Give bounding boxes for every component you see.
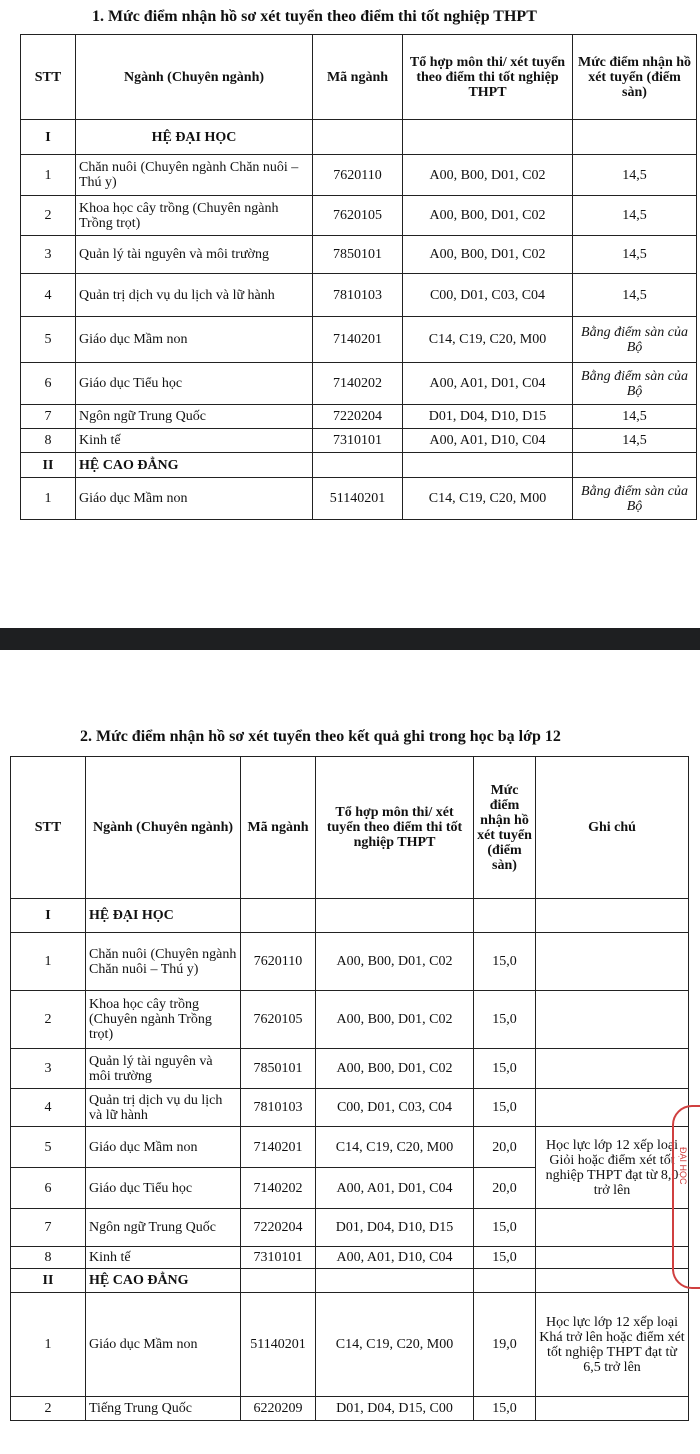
note-cell: Học lực lớp 12 xếp loại Giỏi hoặc điểm xét tốt nghiệp THPT đạt từ 8,0 trở lên — [536, 1127, 689, 1209]
seal-text: ĐẠI HỌC — [678, 1147, 688, 1185]
table-row: 1 Chăn nuôi (Chuyên ngành Chăn nuôi – Thú y) 7620110 A00, B00, D01, C02 15,0 — [11, 933, 689, 991]
group-stt: I — [21, 120, 76, 155]
table-row: 5 Giáo dục Mầm non 7140201 C14, C19, C20, M00 20,0 Học lực lớp 12 xếp loại Giỏi hoặc điểm xét tốt nghiệp THPT đạt từ 8,0 trở lên — [11, 1127, 689, 1168]
table-row: 2 Khoa học cây trồng (Chuyên ngành Trồng trọt) 7620105 A00, B00, D01, C02 15,0 — [11, 991, 689, 1049]
table-row: 7 Ngôn ngữ Trung Quốc 7220204 D01, D04, D10, D15 15,0 — [11, 1209, 689, 1247]
table-row: 1 Giáo dục Mầm non 51140201 C14, C19, C20, M00 Bằng điểm sàn của Bộ — [21, 478, 697, 520]
header-tohop: Tổ hợp môn thi/ xét tuyển theo điểm thi tốt nghiệp THPT — [316, 757, 474, 899]
table-1 — [20, 34, 697, 520]
group-row: II HỆ CAO ĐẲNG — [11, 1269, 689, 1293]
group-row: II HỆ CAO ĐẲNG — [21, 453, 697, 478]
header-muc: Mức điểm nhận hồ xét tuyển (điểm sàn) — [573, 35, 697, 120]
seal-stamp — [672, 1105, 700, 1289]
table-row: 2 Khoa học cây trồng (Chuyên ngành Trồng trọt) 7620105 A00, B00, D01, C02 14,5 — [21, 196, 697, 236]
group-name: HỆ ĐẠI HỌC — [76, 120, 313, 155]
table-row: 4 Quản trị dịch vụ du lịch và lữ hành 7810103 C00, D01, C03, C04 15,0 — [11, 1089, 689, 1127]
section-1-title: 1. Mức điểm nhận hồ sơ xét tuyển theo điểm thi tốt nghiệp THPT — [92, 8, 537, 25]
table-2-header — [11, 757, 689, 899]
table-row: 8 Kinh tế 7310101 A00, A01, D10, C04 14,5 — [21, 429, 697, 453]
header-ma: Mã ngành — [313, 35, 403, 120]
table-row: 1 Chăn nuôi (Chuyên ngành Chăn nuôi – Thú y) 7620110 A00, B00, D01, C02 14,5 — [21, 155, 697, 196]
header-ma: Mã ngành — [241, 757, 316, 899]
table-row: 1 Giáo dục Mầm non 51140201 C14, C19, C20, M00 19,0 Học lực lớp 12 xếp loại Khá trở lên hoặc điểm xét tốt nghiệp THPT đạt từ 6,5 trở lên — [11, 1293, 689, 1397]
table-row: 4 Quản trị dịch vụ du lịch và lữ hành 7810103 C00, D01, C03, C04 14,5 — [21, 274, 697, 317]
group-row — [21, 120, 697, 155]
table-row: 3 Quản lý tài nguyên và môi trường 7850101 A00, B00, D01, C02 14,5 — [21, 236, 697, 274]
table-row: 5 Giáo dục Mầm non 7140201 C14, C19, C20, M00 Bằng điểm sàn của Bộ — [21, 317, 697, 363]
table-row: 3 Quản lý tài nguyên và môi trường 7850101 A00, B00, D01, C02 15,0 — [11, 1049, 689, 1089]
table-2 — [10, 756, 689, 1421]
table-row: 6 Giáo dục Tiểu học 7140202 A00, A01, D01, C04 20,0 — [11, 1168, 689, 1209]
header-stt: STT — [21, 35, 76, 120]
table-row: 7 Ngôn ngữ Trung Quốc 7220204 D01, D04, D10, D15 14,5 — [21, 405, 697, 429]
header-nganh: Ngành (Chuyên ngành) — [76, 35, 313, 120]
page-separator — [0, 628, 700, 650]
table-row: 8 Kinh tế 7310101 A00, A01, D10, C04 15,0 — [11, 1247, 689, 1269]
header-tohop: Tổ hợp môn thi/ xét tuyển theo điểm thi tốt nghiệp THPT — [403, 35, 573, 120]
table-row: 2 Tiếng Trung Quốc 6220209 D01, D04, D15, C00 15,0 — [11, 1397, 689, 1421]
header-nganh: Ngành (Chuyên ngành) — [86, 757, 241, 899]
header-stt: STT — [11, 757, 86, 899]
header-muc: Mức điểm nhận hồ xét tuyển (điểm sàn) — [474, 757, 536, 899]
group-row: I HỆ ĐẠI HỌC — [11, 899, 689, 933]
table-1-header — [21, 35, 697, 120]
table-row: 6 Giáo dục Tiểu học 7140202 A00, A01, D01, C04 Bằng điểm sàn của Bộ — [21, 363, 697, 405]
section-2-title: 2. Mức điểm nhận hồ sơ xét tuyển theo kết quả ghi trong học bạ lớp 12 — [80, 728, 561, 745]
header-ghichu: Ghi chú — [536, 757, 689, 899]
